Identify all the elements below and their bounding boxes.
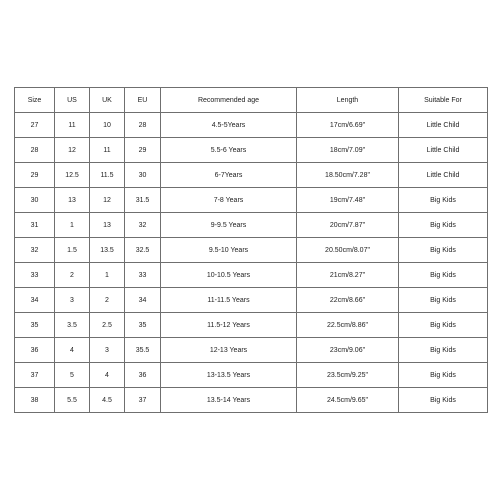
cell-size: 35 [15, 313, 55, 338]
cell-recommended-age: 5.5-6 Years [161, 138, 297, 163]
header-length: Length [297, 88, 399, 113]
cell-suitable-for: Big Kids [399, 363, 488, 388]
cell-uk: 10 [90, 113, 125, 138]
cell-us: 3.5 [55, 313, 90, 338]
table-row [15, 213, 488, 238]
cell-us: 4 [55, 338, 90, 363]
cell-length: 18.50cm/7.28" [297, 163, 399, 188]
cell-size: 29 [15, 163, 55, 188]
cell-length: 23.5cm/9.25" [297, 363, 399, 388]
cell-length: 22.5cm/8.86" [297, 313, 399, 338]
cell-suitable-for: Little Child [399, 163, 488, 188]
cell-size: 31 [15, 213, 55, 238]
header-eu: EU [125, 88, 161, 113]
table-row [15, 113, 488, 138]
cell-recommended-age: 10-10.5 Years [161, 263, 297, 288]
cell-suitable-for: Big Kids [399, 188, 488, 213]
cell-length: 20.50cm/8.07" [297, 238, 399, 263]
cell-recommended-age: 11-11.5 Years [161, 288, 297, 313]
table-row [15, 163, 488, 188]
cell-suitable-for: Big Kids [399, 338, 488, 363]
cell-suitable-for: Big Kids [399, 313, 488, 338]
cell-suitable-for: Big Kids [399, 238, 488, 263]
cell-uk: 12 [90, 188, 125, 213]
table-body [15, 113, 488, 413]
header-us: US [55, 88, 90, 113]
cell-size: 27 [15, 113, 55, 138]
cell-eu: 35.5 [125, 338, 161, 363]
cell-us: 5 [55, 363, 90, 388]
cell-size: 32 [15, 238, 55, 263]
table-row [15, 363, 488, 388]
cell-us: 12 [55, 138, 90, 163]
cell-uk: 2.5 [90, 313, 125, 338]
cell-uk: 13.5 [90, 238, 125, 263]
cell-us: 2 [55, 263, 90, 288]
table-row [15, 263, 488, 288]
cell-length: 22cm/8.66" [297, 288, 399, 313]
cell-eu: 32.5 [125, 238, 161, 263]
cell-length: 17cm/6.69" [297, 113, 399, 138]
cell-us: 5.5 [55, 388, 90, 413]
header-uk: UK [90, 88, 125, 113]
cell-size: 36 [15, 338, 55, 363]
cell-size: 38 [15, 388, 55, 413]
header-recommended-age: Recommended age [161, 88, 297, 113]
cell-recommended-age: 13-13.5 Years [161, 363, 297, 388]
cell-suitable-for: Little Child [399, 138, 488, 163]
cell-recommended-age: 9.5-10 Years [161, 238, 297, 263]
cell-eu: 36 [125, 363, 161, 388]
table-row [15, 238, 488, 263]
cell-uk: 11 [90, 138, 125, 163]
cell-us: 3 [55, 288, 90, 313]
cell-recommended-age: 11.5-12 Years [161, 313, 297, 338]
cell-eu: 29 [125, 138, 161, 163]
cell-us: 1.5 [55, 238, 90, 263]
header-suitable-for: Suitable For [399, 88, 488, 113]
table-row [15, 188, 488, 213]
cell-us: 12.5 [55, 163, 90, 188]
cell-uk: 13 [90, 213, 125, 238]
cell-uk: 1 [90, 263, 125, 288]
cell-uk: 11.5 [90, 163, 125, 188]
cell-length: 20cm/7.87" [297, 213, 399, 238]
table-header-row [15, 88, 488, 113]
cell-length: 19cm/7.48" [297, 188, 399, 213]
cell-uk: 3 [90, 338, 125, 363]
size-chart-table [14, 87, 488, 413]
cell-eu: 37 [125, 388, 161, 413]
cell-size: 34 [15, 288, 55, 313]
cell-suitable-for: Little Child [399, 113, 488, 138]
cell-suitable-for: Big Kids [399, 388, 488, 413]
cell-uk: 4.5 [90, 388, 125, 413]
cell-suitable-for: Big Kids [399, 288, 488, 313]
cell-recommended-age: 4.5-5Years [161, 113, 297, 138]
cell-size: 30 [15, 188, 55, 213]
header-size: Size [15, 88, 55, 113]
cell-eu: 30 [125, 163, 161, 188]
cell-eu: 34 [125, 288, 161, 313]
cell-size: 37 [15, 363, 55, 388]
cell-eu: 35 [125, 313, 161, 338]
cell-us: 11 [55, 113, 90, 138]
table-row [15, 138, 488, 163]
table-row [15, 313, 488, 338]
cell-recommended-age: 12-13 Years [161, 338, 297, 363]
cell-recommended-age: 9-9.5 Years [161, 213, 297, 238]
cell-us: 1 [55, 213, 90, 238]
cell-size: 28 [15, 138, 55, 163]
cell-eu: 28 [125, 113, 161, 138]
cell-length: 23cm/9.06" [297, 338, 399, 363]
cell-recommended-age: 7-8 Years [161, 188, 297, 213]
cell-eu: 33 [125, 263, 161, 288]
table-row [15, 338, 488, 363]
cell-uk: 4 [90, 363, 125, 388]
cell-suitable-for: Big Kids [399, 213, 488, 238]
cell-length: 21cm/8.27" [297, 263, 399, 288]
cell-suitable-for: Big Kids [399, 263, 488, 288]
cell-size: 33 [15, 263, 55, 288]
cell-length: 18cm/7.09" [297, 138, 399, 163]
cell-length: 24.5cm/9.65" [297, 388, 399, 413]
cell-recommended-age: 13.5-14 Years [161, 388, 297, 413]
table-row [15, 388, 488, 413]
cell-eu: 32 [125, 213, 161, 238]
table-row [15, 288, 488, 313]
cell-recommended-age: 6-7Years [161, 163, 297, 188]
cell-us: 13 [55, 188, 90, 213]
cell-uk: 2 [90, 288, 125, 313]
cell-eu: 31.5 [125, 188, 161, 213]
